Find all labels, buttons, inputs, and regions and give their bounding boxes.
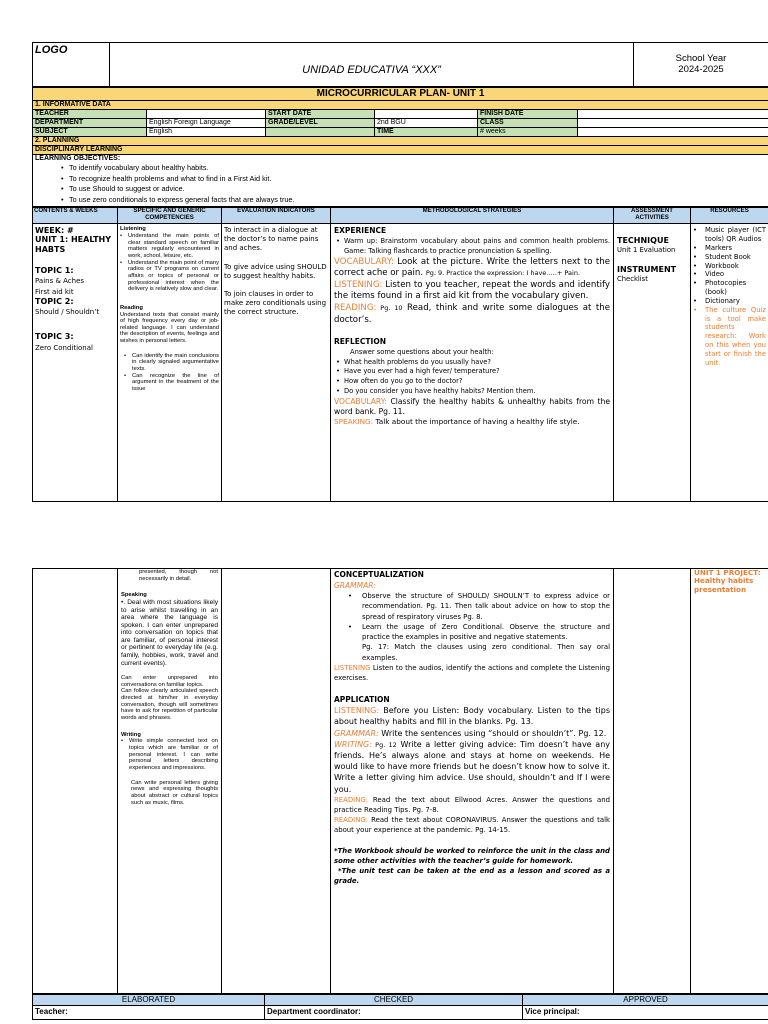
time-label: TIME: [375, 128, 478, 137]
app-writing-page: Pg. 12: [371, 740, 397, 749]
reading-item: • Can identify the main conclusions in clearly signaled argumentative texts.: [124, 353, 219, 373]
speaking-title: Speaking: [121, 592, 147, 599]
reflection-item: • How often do you go to the doctor?: [336, 377, 610, 387]
technique-label: TECHNIQUE: [617, 236, 669, 246]
resource-item: • Video: [693, 270, 766, 279]
vocabulary-label: VOCABULARY:: [334, 256, 394, 267]
grammar-extra: Pg. 17: Match the clauses using zero conditional. Then say oral examples.: [362, 643, 610, 662]
checked-header: CHECKED: [265, 995, 523, 1006]
grammar-list: [348, 591, 610, 642]
workbook-note: *The Workbook should be worked to reinforce the unit in the class and some other activities with the teacher’s guide for homework.: [334, 846, 610, 865]
strategies-cell: [331, 224, 614, 502]
contents-cell: [33, 224, 118, 502]
unit-test-note: *The unit test can be taken at the end as a lesson and scored as a grade.: [334, 867, 610, 886]
reflection-intro: Answer some questions about your health:: [350, 348, 494, 357]
project-cell: [691, 569, 768, 994]
logo-cell: [33, 43, 110, 87]
speaking-activity: [334, 417, 610, 427]
instrument-label: INSTRUMENT: [617, 265, 677, 275]
header-table: [32, 42, 768, 87]
writing-list: [121, 738, 218, 771]
teacher-signature[interactable]: Teacher:: [33, 1006, 265, 1020]
start-date-value[interactable]: [375, 110, 478, 119]
listening-label: LISTENING:: [334, 279, 383, 290]
plan-title: MICROCURRICULAR PLAN- UNIT 1: [33, 88, 768, 101]
app-reading2-text: Read the text about CORONAVIRUS. Answer the questions and talk about your experience at the pandemic. Pg. 14-15.: [334, 816, 610, 835]
vocabulary2-text: Classify the healthy habits & unhealthy habits from the word bank. Pg. 11.: [334, 396, 610, 416]
indicators-cell-cont: [222, 569, 331, 994]
app-grammar-activity: [334, 728, 610, 739]
speaking-text: •. Deal with most situations likely to arise whilst travelling in an area where the language is spoken. I can enter unprepared into conversation on topics that are familiar, of personal interest or pertinent to everyday life (e.g. family, hobbies, work, travel and current events).: [121, 598, 218, 667]
school-name: UNIDAD EDUCATIVA “XXX”: [302, 64, 441, 77]
disciplinary-learning: DISCIPLINARY LEARNING: [33, 146, 768, 155]
objective-item: • To use zero conditionals to express general facts that are always true.: [61, 195, 766, 206]
year-cell: [634, 43, 768, 87]
planning-grid-continued: [32, 568, 768, 994]
indicator-item: To join clauses in order to make zero conditionals using the correct structure.: [224, 289, 327, 316]
reading-title: Reading: [120, 304, 143, 311]
grammar-label: GRAMMAR:: [334, 581, 376, 591]
week-label: WEEK: #: [35, 226, 74, 236]
app-grammar-label: GRAMMAR:: [334, 728, 379, 738]
topic1-item: First aid kit: [35, 288, 74, 297]
reflection-item: • Have you ever had a high fever/ temperature?: [336, 367, 610, 377]
topic3-item: Zero Conditional: [35, 343, 93, 352]
resource-item: • Workbook: [693, 262, 766, 271]
objectives-title: LEARNING OBJECTIVES:: [35, 155, 121, 163]
speaking-text: Talk about the importance of having a healthy life style.: [373, 417, 580, 427]
listening2-text: Listen to the audios, identify the actions and complete the Listening exercises.: [334, 663, 610, 682]
col-contents: CONTENTS & WEEKS: [33, 208, 118, 224]
reading-page: Pg. 10: [376, 303, 403, 312]
app-listening-activity: [334, 705, 610, 727]
listening2-activity: [334, 663, 610, 683]
writing-title: Writing: [121, 731, 141, 738]
listening-title: Listening: [120, 226, 146, 233]
reading-continued: presented, though not necessarily in detail.: [139, 569, 218, 582]
approval-table: [32, 994, 768, 1020]
app-grammar-text: Write the sentences using “should or shouldn’t”. Pg. 12.: [378, 728, 607, 738]
col-indicators: EVALUATION INDICATORS: [222, 208, 331, 224]
listening-item: • Understand the main points of clear standard speech on familiar matters regularly encountered in work, school, leisure, etc.: [120, 233, 219, 260]
competencies-cell-cont: [118, 569, 222, 994]
app-writing-activity: [334, 739, 610, 795]
objective-item: • To use Should to suggest or advice.: [61, 184, 766, 195]
resource-item: • Student Book: [693, 253, 766, 262]
vocabulary-activity: [334, 257, 610, 280]
finish-date-value[interactable]: [578, 110, 768, 119]
unit-label: UNIT 1: HEALTHY HABTS: [35, 235, 112, 254]
listening-activity: [334, 280, 610, 303]
grade-label: GRADE/LEVEL: [266, 119, 375, 128]
listening2-label: LISTENING: [334, 663, 371, 672]
reflection-item: • Do you consider you have healthy habits? Mention them.: [336, 387, 610, 397]
resources-cell: [691, 224, 768, 502]
school-year-value: 2024-2025: [678, 63, 724, 75]
reading-item: • Can recognize the line of argument in the treatment of the issue: [124, 373, 219, 393]
speaking-text2: Can enter unprepared into conversations on familiar topics.: [121, 675, 218, 688]
grammar-item: • Observe the structure of SHOULD/ SHOULN’T to express advice or recommendation. Pg. 11. Then talk about advice on how to stop the spread of respiratory viruses Pg. 8.: [348, 591, 610, 622]
vocabulary-note: Pg. 9. Practice the expression: I have…..+ Pain.: [425, 269, 581, 278]
resource-item: • Photocopies (book): [693, 279, 766, 297]
logo-text: LOGO: [35, 44, 68, 56]
speaking-text3: Can follow clearly articulated speech directed at him/her in everyday conversation, though will sometimes have to ask for repetition of particular words and phrases.: [121, 688, 218, 722]
objectives-list: [61, 163, 766, 205]
unit-project: UNIT 1 PROJECT: Healthy habits presentation: [694, 568, 761, 594]
instrument-value: Checklist: [617, 275, 648, 284]
reading-label: READING:: [334, 302, 377, 313]
page-two: [32, 568, 768, 1020]
topic1-item: Pains & Aches: [35, 277, 85, 286]
finish-date-label: FINISH DATE: [478, 110, 578, 119]
subject-value: English: [147, 128, 266, 137]
objective-item: • To recognize health problems and what to find in a First Aid kit.: [61, 174, 766, 185]
speaking-label: SPEAKING:: [334, 417, 374, 427]
reflection-title: REFLECTION: [334, 337, 386, 347]
school-cell: [110, 43, 634, 87]
strategies-cell-cont: [331, 569, 614, 994]
app-reading-activity: [334, 795, 610, 815]
teacher-value[interactable]: [147, 110, 266, 119]
planning-section: 2. PLANNING: [33, 137, 768, 146]
listening-list: [120, 233, 219, 293]
time-value: # weeks: [478, 128, 578, 137]
culture-quiz-note: • The culture Quiz is a tool make students research: Work on this when you start or finish the unit.: [693, 306, 766, 368]
subject-spacer: [266, 128, 375, 137]
teacher-label: TEACHER: [33, 110, 147, 119]
plan-table: [32, 87, 768, 207]
indicator-item: To interact in a dialogue at the doctor’s to name pains and aches.: [224, 226, 319, 253]
approved-header: APPROVED: [523, 995, 768, 1006]
writing-item: • Write simple connected text on topics which are familiar or of personal interest. I can write personal letters describing experiences and impressions.: [121, 738, 218, 771]
application-title: APPLICATION: [334, 695, 390, 705]
experience-title: EXPERIENCE: [334, 226, 387, 236]
topic2-item: Should / Shouldn’t: [35, 308, 100, 317]
page-one: [32, 42, 768, 502]
col-assessment: ASSESSMENT ACTIVITIES: [614, 208, 691, 224]
vocabulary-text: Look at the picture. Write the letters next to the correct ache or pain.: [334, 256, 610, 279]
class-label: CLASS: [478, 119, 578, 128]
indicator-item: To give advice using SHOULD to suggest healthy habits.: [224, 262, 327, 280]
topic1-label: TOPIC 1:: [35, 265, 74, 275]
writing-text2: Can write personal letters giving news and expressing thoughts about abstract or cultural topics such as music, films.: [131, 779, 218, 806]
department-label: DEPARTMENT: [33, 119, 147, 128]
grade-value: 2nd BGU: [375, 119, 478, 128]
reading-text: Understand texts that consist mainly of high frequency every day or job- related language. I can understand the description of events, feelings and wishes in personal letters.: [120, 311, 219, 345]
subject-label: SUBJECT: [33, 128, 147, 137]
vice-principal-signature[interactable]: Vice principal:: [523, 1006, 768, 1020]
department-value: English Foreign Language: [147, 119, 266, 128]
elaborated-header: ELABORATED: [33, 995, 265, 1006]
app-writing-label: WRITING:: [334, 739, 372, 749]
objective-item: • To identify vocabulary about healthy habits.: [61, 163, 766, 174]
vocabulary2-label: VOCABULARY:: [334, 396, 387, 406]
technique-value: Unit 1 Evaluation: [617, 246, 676, 255]
col-competencies: SPECIFIC AND GENERIC COMPETENCIES: [118, 208, 222, 224]
time-spacer: [578, 128, 768, 137]
grammar-item: • Learn the usage of Zero Conditional. Observe the structure and practice the examples in positive and negative statements.: [348, 622, 610, 642]
app-writing-text: Write a letter giving advice: Tim doesn’t have any friends. He’s always alone and stays at home on weekends. He would like to have more friends but he doesn’t know how to solve it. Write a letter giving him advice. Use should, shouldn’t and If I were you.: [334, 739, 611, 794]
coordinator-signature[interactable]: Department coordinator:: [265, 1006, 523, 1020]
resource-item: • Music player (ICT tools) QR Audios: [693, 226, 766, 244]
reflection-list: [336, 358, 610, 397]
app-reading-label: READING:: [334, 795, 369, 804]
informative-section: 1. INFORMATIVE DATA: [33, 101, 768, 110]
experience-item: • Warm up: Brainstorm vocabulary about pains and common health problems. Game: Talking flashcards to practice pronunciation & spelling.: [336, 237, 610, 256]
app-reading2-label: READING:: [334, 816, 369, 825]
listening-text: Listen to you teacher, repeat the words and identify the items found in a first aid kit from the vocabulary given.: [334, 279, 610, 302]
reading-text: Read, think and write some dialogues at the doctor’s.: [334, 302, 611, 325]
assessment-cell-cont: [614, 569, 691, 994]
resource-item: • Dictionary: [693, 297, 766, 306]
col-strategies: METHODOLOGICAL STRATEGIES: [331, 208, 614, 224]
vocabulary2-activity: [334, 397, 610, 418]
topic2-label: TOPIC 2:: [35, 297, 74, 307]
app-listening-text: Before you Listen: Body vocabulary. Listen to the tips about healthy habits and fill in the blanks. Pg. 13.: [334, 706, 610, 727]
col-resources: RESOURCES: [691, 208, 768, 224]
competencies-cell: [118, 224, 222, 502]
start-date-label: START DATE: [266, 110, 375, 119]
objectives-cell: [33, 155, 768, 207]
resources-list: [693, 226, 766, 367]
indicators-cell: [222, 224, 331, 502]
reflection-item: • What health problems do you usually have?: [336, 358, 610, 368]
resource-item: • Markers: [693, 244, 766, 253]
assessment-cell: [614, 224, 691, 502]
reading-list: [124, 353, 219, 393]
planning-grid: [32, 207, 768, 502]
topic3-label: TOPIC 3:: [35, 332, 74, 342]
class-value[interactable]: [578, 119, 768, 128]
reading-activity: [334, 303, 610, 326]
contents-cell-cont: [33, 569, 118, 994]
conceptualization-title: CONCEPTUALIZATION: [334, 570, 424, 579]
app-reading-text: Read the text about Ellwood Acres. Answer the questions and practice Reading Tips. Pg. 7-8.: [334, 795, 610, 814]
experience-list: [336, 237, 610, 256]
listening-item: • Understand the main point of many radios or TV programs on current affairs or topics of personal or professional interest when the delivery is relatively slow and clear.: [120, 260, 219, 293]
app-reading2-activity: [334, 815, 610, 835]
app-listening-label: LISTENING:: [334, 706, 380, 716]
school-year-label: School Year: [675, 52, 727, 64]
